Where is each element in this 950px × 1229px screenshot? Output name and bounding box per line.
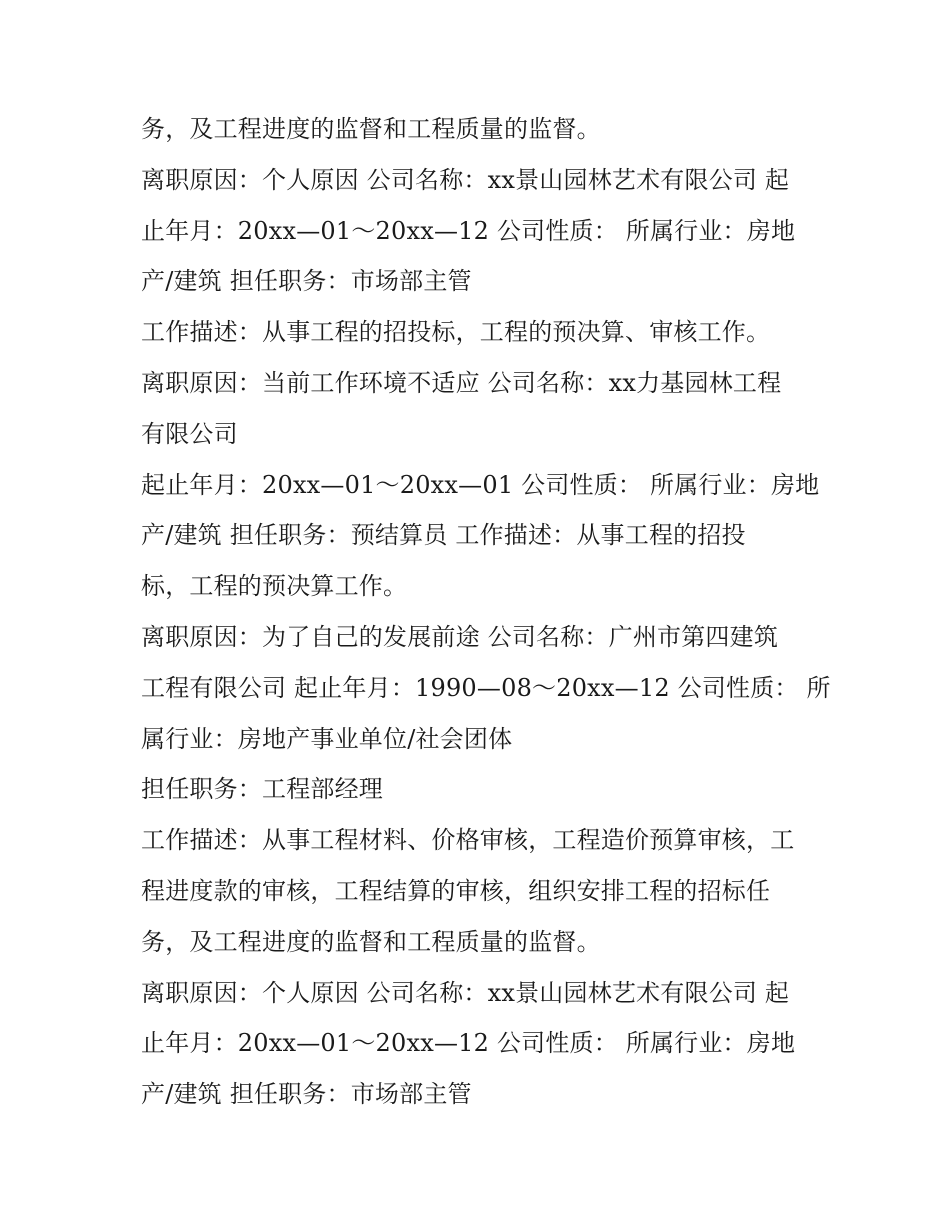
text-line: 务，及工程进度的监督和工程质量的监督。 — [141, 115, 601, 143]
text-line: 止年月：20xx—01～20xx—12 公司性质： 所属行业：房地 — [141, 1029, 796, 1058]
text-line: 工程有限公司 起止年月：1990—08～20xx—12 公司性质： 所 — [141, 673, 831, 702]
text-line: 务，及工程进度的监督和工程质量的监督。 — [141, 927, 601, 956]
text-line: 担任职务：工程部经理 — [141, 775, 383, 804]
text-line: 止年月：20xx—01～20xx—12 公司性质： 所属行业：房地 — [141, 216, 796, 245]
text-line: 离职原因：为了自己的发展前途 公司名称：广州市第四建筑 — [141, 622, 779, 651]
text-line: 产/建筑 担任职务：市场部主管 — [141, 267, 472, 296]
text-line: 离职原因：当前工作环境不适应 公司名称：xx力基园林工程 — [141, 368, 782, 397]
text-line: 产/建筑 担任职务：预结算员 工作描述：从事工程的招投 — [141, 521, 746, 550]
text-line: 产/建筑 担任职务：市场部主管 — [141, 1080, 472, 1109]
text-line: 标，工程的预决算工作。 — [141, 572, 408, 601]
text-line: 工作描述：从事工程材料、价格审核，工程造价预算审核，工 — [141, 826, 795, 855]
text-line: 工作描述：从事工程的招投标，工程的预决算、审核工作。 — [141, 318, 771, 347]
text-line: 起止年月：20xx—01～20xx—01 公司性质： 所属行业：房地 — [141, 470, 820, 499]
text-line: 程进度款的审核，工程结算的审核，组织安排工程的招标任 — [141, 876, 771, 905]
text-line: 离职原因：个人原因 公司名称：xx景山园林艺术有限公司 起 — [141, 978, 790, 1007]
document-body — [141, 104, 831, 1120]
text-line: 属行业：房地产事业单位/社会团体 — [141, 724, 513, 753]
text-line: 离职原因：个人原因 公司名称：xx景山园林艺术有限公司 起 — [141, 165, 790, 194]
text-line: 有限公司 — [141, 419, 238, 448]
